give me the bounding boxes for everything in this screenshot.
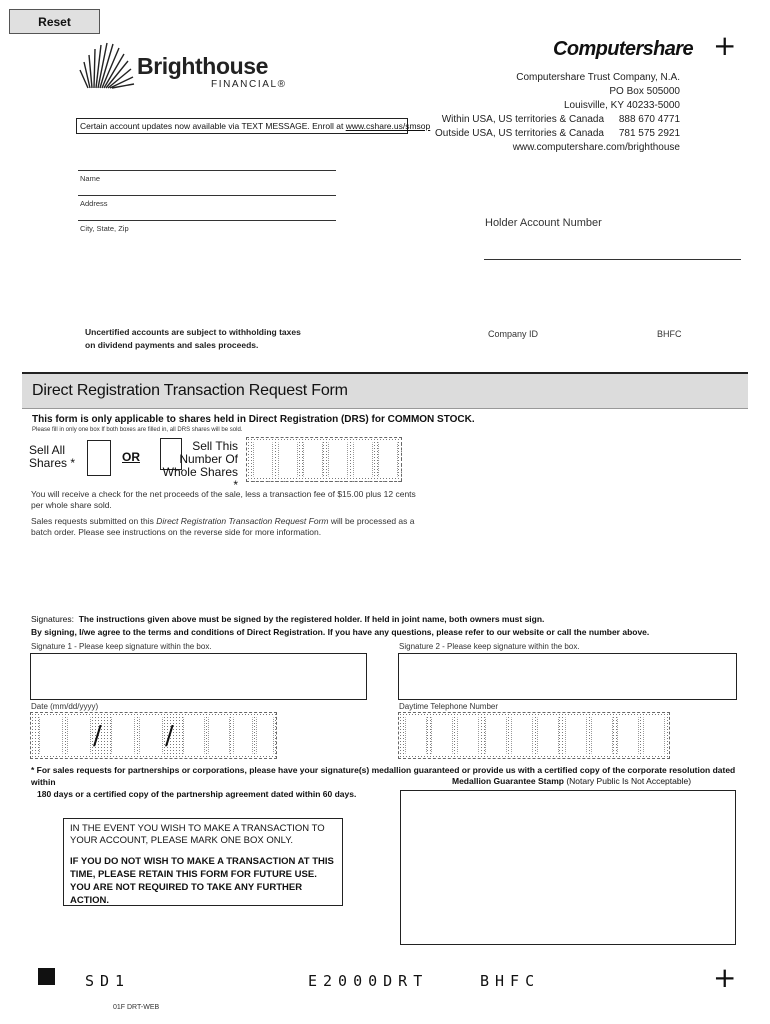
brighthouse-logo-sub: FINANCIAL®: [211, 79, 287, 90]
medallion-stamp-label-rest: (Notary Public Is Not Acceptable): [563, 776, 692, 786]
phone-digit-cell[interactable]: [565, 717, 587, 754]
date-digit-cell[interactable]: [233, 717, 253, 754]
sms-enroll-text: Certain account updates now available via TEXT MESSAGE. Enroll at: [80, 121, 346, 131]
phone-field[interactable]: [398, 712, 670, 759]
medallion-stamp-label: [452, 776, 691, 786]
brighthouse-logo-name: Brighthouse: [137, 53, 269, 79]
cs-outside-row: [435, 127, 680, 141]
shares-digit-cell[interactable]: [278, 442, 298, 477]
reset-button[interactable]: Reset: [9, 9, 100, 34]
cs-company: Computershare Trust Company, N.A.: [516, 72, 680, 83]
form-title: Direct Registration Transaction Request Form: [32, 382, 348, 399]
signatures-heading: Signatures:: [31, 614, 74, 624]
batch-text-post: will be processed as a batch order. Please see instructions on the reverse side for more information.: [31, 516, 415, 537]
holder-account-label: Holder Account Number: [485, 217, 602, 229]
name-label: Name: [80, 174, 101, 183]
cs-within-label: Within USA, US territories & Canada: [441, 114, 604, 125]
medallion-note-line1: * For sales requests for partnerships or corporations, please have your signature(s) medallion guaranteed or provide us with a certified copy of the corporate resolution dated within: [31, 765, 736, 787]
medallion-note-line2: 180 days or a certified copy of the partnership agreement dated within 60 days.: [37, 789, 357, 799]
date-separator: /: [165, 721, 174, 751]
sms-enroll-link[interactable]: www.cshare.us/smsop: [345, 121, 431, 131]
phone-digit-cell[interactable]: [431, 717, 453, 754]
registration-mark-bottom: +: [713, 961, 737, 994]
signature-instructions: [31, 613, 649, 639]
date-digit-cell[interactable]: [111, 717, 135, 754]
tax-note-line2: on dividend payments and sales proceeds.: [85, 340, 259, 350]
phone-digit-cell[interactable]: [485, 717, 507, 754]
registration-mark-top: +: [713, 29, 737, 62]
registration-square-icon: [38, 968, 55, 985]
sell-all-line1: Sell All: [29, 443, 66, 457]
sell-all-line2: Shares *: [29, 456, 76, 470]
date-digit-cell[interactable]: [139, 717, 163, 754]
instruction-line1: IN THE EVENT YOU WISH TO MAKE A TRANSACTION TO YOUR ACCOUNT, PLEASE MARK ONE BOX ONLY.: [70, 823, 325, 846]
cs-outside-label: Outside USA, US territories & Canada: [435, 128, 604, 139]
cs-city: Louisville, KY 40233-5000: [563, 100, 680, 111]
sell-number-line3: Whole Shares *: [162, 465, 238, 492]
date-separator: /: [93, 721, 102, 751]
cs-po-box: PO Box 505000: [609, 86, 680, 97]
fee-text: You will receive a check for the net proceeds of the sale, less a transaction fee of $15.00 plus 12 cents per whole share sold.: [31, 489, 416, 510]
sell-number-label: [160, 440, 238, 492]
phone-label: Daytime Telephone Number: [399, 702, 499, 711]
tax-note: [85, 326, 301, 352]
footer-code-sd1: SD1: [85, 972, 131, 990]
instruction-box: [63, 818, 343, 906]
company-id-label: Company ID: [488, 329, 539, 339]
cs-within-phone: 888 670 4771: [618, 114, 680, 125]
footer-form-id: 01F DRT-WEB: [113, 1004, 160, 1011]
signatures-line2: By signing, I/we agree to the terms and conditions of Direct Registration. If you have any questions, please refer to our website or call the number above.: [31, 627, 650, 637]
batch-text-form-name: Direct Registration Transaction Request Form: [156, 516, 329, 526]
phone-digit-cell[interactable]: [643, 717, 665, 754]
medallion-stamp-label-bold: Medallion Guarantee Stamp: [452, 776, 564, 786]
medallion-stamp-box[interactable]: [400, 790, 736, 945]
batch-text-pre: Sales requests submitted on this: [31, 516, 157, 526]
city-state-zip-label: City, State, Zip: [80, 224, 129, 233]
signature2-label: Signature 2 - Please keep signature within the box.: [399, 642, 580, 651]
date-digit-cell[interactable]: [208, 717, 230, 754]
computershare-logo: Computershare: [553, 38, 694, 60]
date-digit-cell[interactable]: [39, 717, 63, 754]
holder-account-field[interactable]: [484, 259, 741, 260]
sms-enroll-banner: [76, 118, 431, 134]
phone-digit-cell[interactable]: [511, 717, 533, 754]
sell-number-line2: Number Of: [179, 452, 238, 466]
city-state-zip-field[interactable]: [78, 220, 336, 221]
signatures-line1: The instructions given above must be signed by the registered holder. If held in joint name, both owners must sign.: [78, 614, 545, 624]
phone-digit-cell[interactable]: [617, 717, 639, 754]
or-label: OR: [122, 450, 140, 464]
shares-digit-cell[interactable]: [353, 442, 373, 477]
batch-text: [31, 516, 421, 538]
signature1-box[interactable]: [30, 653, 367, 700]
date-digit-cell[interactable]: [183, 717, 205, 754]
shares-digit-cell[interactable]: [303, 442, 323, 477]
instruction-line2: IF YOU DO NOT WISH TO MAKE A TRANSACTION AT THIS TIME, PLEASE RETAIN THIS FORM FOR FUTURE USE. YOU ARE NOT REQUIRED TO TAKE ANY FURTHER ACTION.: [70, 856, 334, 906]
sell-number-line1: Sell This: [192, 439, 238, 453]
cs-website[interactable]: www.computershare.com/brighthouse: [512, 142, 680, 153]
signature1-label: Signature 1 - Please keep signature within the box.: [31, 642, 212, 651]
phone-digit-cell[interactable]: [405, 717, 427, 754]
computershare-address: [435, 71, 680, 155]
applicable-note: This form is only applicable to shares held in Direct Registration (DRS) for COMMON STOCK.: [32, 414, 475, 425]
phone-digit-cell[interactable]: [591, 717, 613, 754]
tax-note-line1: Uncertified accounts are subject to withholding taxes: [85, 327, 301, 337]
brighthouse-logo-icon: [78, 40, 134, 90]
address-field[interactable]: [78, 195, 336, 196]
cs-outside-phone: 781 575 2921: [618, 128, 680, 139]
sell-all-label: [29, 444, 75, 470]
sell-all-checkbox[interactable]: [87, 440, 111, 476]
fill-note: Please fill in only one box If both boxes are filled in, all DRS shares will be sold.: [32, 427, 243, 433]
signature2-box[interactable]: [398, 653, 737, 700]
date-label: Date (mm/dd/yyyy): [31, 702, 99, 711]
company-id-value: BHFC: [657, 329, 682, 339]
phone-digit-cell[interactable]: [537, 717, 559, 754]
date-digit-cell[interactable]: [256, 717, 274, 754]
footer-code-form: E2000DRT: [308, 972, 429, 990]
shares-digit-cell[interactable]: [328, 442, 348, 477]
shares-number-field[interactable]: [246, 437, 402, 482]
shares-digit-cell[interactable]: [253, 442, 273, 477]
footer-code-company: BHFC: [480, 972, 541, 990]
phone-digit-cell[interactable]: [457, 717, 479, 754]
date-digit-cell[interactable]: [67, 717, 91, 754]
name-field[interactable]: [78, 170, 336, 171]
address-label: Address: [80, 199, 108, 208]
date-field[interactable]: [30, 712, 277, 759]
shares-digit-cell[interactable]: [378, 442, 398, 477]
cs-within-row: [435, 113, 680, 127]
